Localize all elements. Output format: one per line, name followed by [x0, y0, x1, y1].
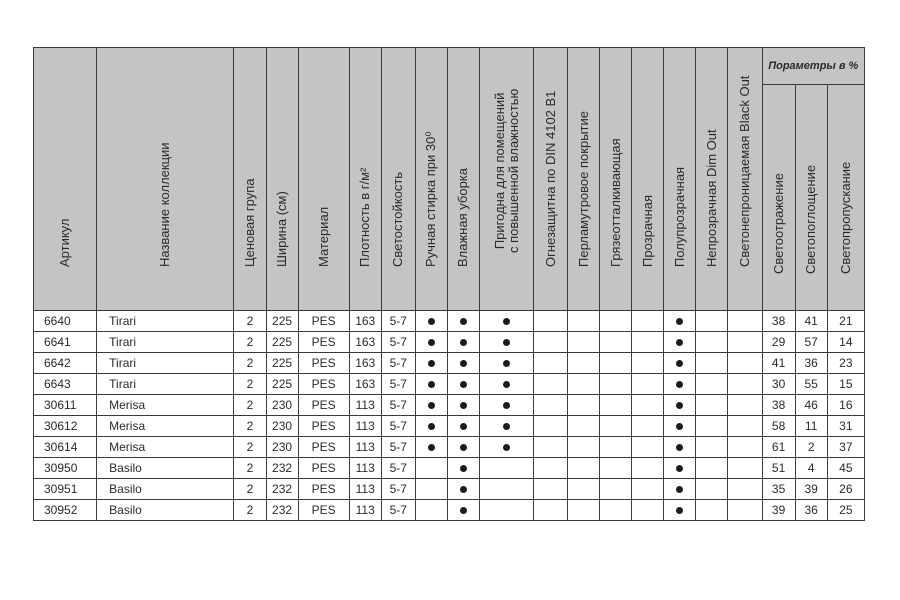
bullet-dot-icon [428, 360, 435, 367]
cell-reflection: 29 [762, 332, 795, 353]
cell-density: 163 [349, 353, 381, 374]
cell-price-group: 2 [234, 500, 266, 521]
cell-fire-protection [534, 458, 568, 479]
cell-wet-clean [447, 437, 479, 458]
cell-dim-out [696, 311, 728, 332]
cell-density: 163 [349, 332, 381, 353]
cell-black-out [728, 500, 762, 521]
bullet-dot-icon [428, 318, 435, 325]
bullet-dot-icon [503, 402, 510, 409]
cell-collection: Tirari [97, 332, 234, 353]
cell-wet-clean [447, 353, 479, 374]
cell-transmission: 26 [827, 479, 864, 500]
bullet-dot-icon [503, 339, 510, 346]
bullet-dot-icon [676, 339, 683, 346]
bullet-dot-icon [676, 486, 683, 493]
bullet-dot-icon [428, 381, 435, 388]
bullet-dot-icon [460, 423, 467, 430]
cell-hand-wash [415, 332, 447, 353]
cell-price-group: 2 [234, 353, 266, 374]
cell-density: 163 [349, 374, 381, 395]
cell-absorption: 46 [795, 395, 827, 416]
cell-hand-wash [415, 311, 447, 332]
cell-collection: Merisa [97, 395, 234, 416]
header-price-group: Ценовая група [234, 48, 266, 311]
cell-transmission: 37 [827, 437, 864, 458]
header-semi-transparent: Полупрозрачная [664, 48, 696, 311]
table-row [34, 332, 865, 353]
header-hand-wash: Ручная стирка при 30⁰ [415, 48, 447, 311]
cell-transmission: 45 [827, 458, 864, 479]
cell-semi-transparent [664, 479, 696, 500]
cell-reflection: 58 [762, 416, 795, 437]
cell-hand-wash [415, 458, 447, 479]
header-dim-out: Непрозрачная Dim Out [696, 48, 728, 311]
bullet-dot-icon [460, 465, 467, 472]
product-spec-table [33, 47, 865, 521]
cell-lightfastness: 5-7 [381, 374, 415, 395]
bullet-dot-icon [460, 486, 467, 493]
cell-reflection: 61 [762, 437, 795, 458]
cell-humid-rooms [479, 500, 533, 521]
cell-material: PES [298, 479, 349, 500]
bullet-dot-icon [428, 423, 435, 430]
cell-pearl-coating [568, 332, 600, 353]
cell-transparent [632, 353, 664, 374]
bullet-dot-icon [428, 444, 435, 451]
cell-transparent [632, 416, 664, 437]
cell-reflection: 39 [762, 500, 795, 521]
cell-hand-wash [415, 479, 447, 500]
cell-fire-protection [534, 416, 568, 437]
cell-collection: Basilo [97, 458, 234, 479]
cell-hand-wash [415, 416, 447, 437]
cell-price-group: 2 [234, 458, 266, 479]
cell-lightfastness: 5-7 [381, 353, 415, 374]
cell-transmission: 23 [827, 353, 864, 374]
cell-semi-transparent [664, 416, 696, 437]
cell-dim-out [696, 437, 728, 458]
cell-width: 232 [266, 458, 298, 479]
cell-lightfastness: 5-7 [381, 332, 415, 353]
cell-pearl-coating [568, 500, 600, 521]
cell-wet-clean [447, 332, 479, 353]
cell-article: 6642 [34, 353, 97, 374]
cell-absorption: 11 [795, 416, 827, 437]
cell-material: PES [298, 311, 349, 332]
cell-wet-clean [447, 395, 479, 416]
cell-transmission: 16 [827, 395, 864, 416]
cell-transparent [632, 395, 664, 416]
cell-lightfastness: 5-7 [381, 416, 415, 437]
cell-dirt-repellent [600, 353, 632, 374]
cell-dim-out [696, 416, 728, 437]
cell-dim-out [696, 353, 728, 374]
cell-width: 225 [266, 353, 298, 374]
cell-humid-rooms [479, 353, 533, 374]
cell-collection: Merisa [97, 437, 234, 458]
cell-reflection: 30 [762, 374, 795, 395]
cell-density: 163 [349, 311, 381, 332]
cell-semi-transparent [664, 395, 696, 416]
cell-material: PES [298, 458, 349, 479]
cell-material: PES [298, 500, 349, 521]
cell-dim-out [696, 374, 728, 395]
bullet-dot-icon [503, 360, 510, 367]
table-row [34, 416, 865, 437]
cell-semi-transparent [664, 374, 696, 395]
cell-black-out [728, 458, 762, 479]
header-black-out: Светонепроницаемая Black Out [728, 48, 762, 311]
cell-lightfastness: 5-7 [381, 479, 415, 500]
cell-transparent [632, 479, 664, 500]
cell-lightfastness: 5-7 [381, 500, 415, 521]
cell-pearl-coating [568, 353, 600, 374]
cell-absorption: 39 [795, 479, 827, 500]
cell-hand-wash [415, 437, 447, 458]
cell-black-out [728, 395, 762, 416]
cell-black-out [728, 479, 762, 500]
cell-pearl-coating [568, 437, 600, 458]
bullet-dot-icon [503, 381, 510, 388]
cell-black-out [728, 311, 762, 332]
cell-collection: Tirari [97, 353, 234, 374]
cell-width: 230 [266, 416, 298, 437]
bullet-dot-icon [676, 423, 683, 430]
cell-absorption: 4 [795, 458, 827, 479]
header-humid-rooms: Пригодна для помещений с повышенной влажностью [479, 48, 533, 311]
bullet-dot-icon [428, 402, 435, 409]
cell-price-group: 2 [234, 437, 266, 458]
cell-price-group: 2 [234, 416, 266, 437]
cell-humid-rooms [479, 416, 533, 437]
cell-transmission: 31 [827, 416, 864, 437]
bullet-dot-icon [503, 444, 510, 451]
cell-transmission: 14 [827, 332, 864, 353]
cell-fire-protection [534, 437, 568, 458]
cell-semi-transparent [664, 437, 696, 458]
cell-reflection: 35 [762, 479, 795, 500]
cell-price-group: 2 [234, 395, 266, 416]
cell-humid-rooms [479, 437, 533, 458]
cell-article: 30950 [34, 458, 97, 479]
cell-lightfastness: 5-7 [381, 311, 415, 332]
cell-lightfastness: 5-7 [381, 437, 415, 458]
bullet-dot-icon [676, 360, 683, 367]
cell-width: 230 [266, 395, 298, 416]
cell-density: 113 [349, 500, 381, 521]
cell-black-out [728, 332, 762, 353]
cell-black-out [728, 416, 762, 437]
cell-article: 6641 [34, 332, 97, 353]
header-fire-protection: Огнезащитна по DIN 4102 B1 [534, 48, 568, 311]
cell-humid-rooms [479, 374, 533, 395]
cell-hand-wash [415, 395, 447, 416]
cell-reflection: 38 [762, 311, 795, 332]
cell-article: 6640 [34, 311, 97, 332]
cell-density: 113 [349, 395, 381, 416]
cell-width: 232 [266, 479, 298, 500]
header-density: Плотность в г/м² [349, 48, 381, 311]
header-pearl-coating: Перламутровое покрытие [568, 48, 600, 311]
cell-collection: Basilo [97, 479, 234, 500]
cell-reflection: 38 [762, 395, 795, 416]
cell-transparent [632, 311, 664, 332]
cell-collection: Tirari [97, 374, 234, 395]
cell-density: 113 [349, 458, 381, 479]
cell-width: 230 [266, 437, 298, 458]
cell-dirt-repellent [600, 437, 632, 458]
cell-pearl-coating [568, 374, 600, 395]
cell-transmission: 25 [827, 500, 864, 521]
table-row [34, 500, 865, 521]
cell-pearl-coating [568, 311, 600, 332]
cell-hand-wash [415, 353, 447, 374]
cell-price-group: 2 [234, 374, 266, 395]
cell-collection: Tirari [97, 311, 234, 332]
cell-transparent [632, 437, 664, 458]
bullet-dot-icon [676, 465, 683, 472]
cell-dim-out [696, 332, 728, 353]
bullet-dot-icon [676, 507, 683, 514]
cell-dirt-repellent [600, 374, 632, 395]
cell-transmission: 15 [827, 374, 864, 395]
cell-collection: Basilo [97, 500, 234, 521]
cell-wet-clean [447, 311, 479, 332]
cell-collection: Merisa [97, 416, 234, 437]
cell-dirt-repellent [600, 479, 632, 500]
cell-fire-protection [534, 500, 568, 521]
table-row [34, 458, 865, 479]
cell-humid-rooms [479, 332, 533, 353]
cell-dirt-repellent [600, 395, 632, 416]
cell-fire-protection [534, 353, 568, 374]
cell-absorption: 55 [795, 374, 827, 395]
cell-fire-protection [534, 374, 568, 395]
cell-wet-clean [447, 500, 479, 521]
cell-humid-rooms [479, 458, 533, 479]
cell-hand-wash [415, 374, 447, 395]
cell-humid-rooms [479, 311, 533, 332]
cell-semi-transparent [664, 332, 696, 353]
bullet-dot-icon [460, 444, 467, 451]
cell-article: 6643 [34, 374, 97, 395]
header-article: Артикул [34, 48, 97, 311]
cell-material: PES [298, 353, 349, 374]
cell-wet-clean [447, 458, 479, 479]
bullet-dot-icon [460, 360, 467, 367]
cell-pearl-coating [568, 479, 600, 500]
cell-wet-clean [447, 416, 479, 437]
header-absorption: Светопоглощение [795, 85, 827, 311]
cell-fire-protection [534, 395, 568, 416]
cell-humid-rooms [479, 395, 533, 416]
header-transparent: Прозрачная [632, 48, 664, 311]
table-row [34, 374, 865, 395]
cell-pearl-coating [568, 395, 600, 416]
cell-pearl-coating [568, 416, 600, 437]
header-reflection: Светоотражение [762, 85, 795, 311]
cell-semi-transparent [664, 311, 696, 332]
cell-dim-out [696, 500, 728, 521]
cell-width: 225 [266, 332, 298, 353]
table-row [34, 311, 865, 332]
cell-material: PES [298, 416, 349, 437]
bullet-dot-icon [676, 381, 683, 388]
cell-material: PES [298, 437, 349, 458]
cell-dim-out [696, 479, 728, 500]
cell-pearl-coating [568, 458, 600, 479]
cell-black-out [728, 437, 762, 458]
cell-fire-protection [534, 311, 568, 332]
cell-black-out [728, 353, 762, 374]
cell-price-group: 2 [234, 311, 266, 332]
header-transmission: Светопропускание [827, 85, 864, 311]
bullet-dot-icon [460, 381, 467, 388]
header-lightfastness: Светостойкость [381, 48, 415, 311]
cell-width: 232 [266, 500, 298, 521]
cell-dim-out [696, 395, 728, 416]
cell-absorption: 41 [795, 311, 827, 332]
cell-lightfastness: 5-7 [381, 395, 415, 416]
cell-absorption: 36 [795, 500, 827, 521]
header-dirt-repellent: Грязеотталкивающая [600, 48, 632, 311]
cell-density: 113 [349, 416, 381, 437]
cell-semi-transparent [664, 500, 696, 521]
cell-transparent [632, 374, 664, 395]
cell-transmission: 21 [827, 311, 864, 332]
cell-dim-out [696, 458, 728, 479]
bullet-dot-icon [676, 444, 683, 451]
cell-reflection: 51 [762, 458, 795, 479]
table-body [34, 311, 865, 521]
cell-article: 30952 [34, 500, 97, 521]
cell-density: 113 [349, 437, 381, 458]
bullet-dot-icon [676, 318, 683, 325]
cell-density: 113 [349, 479, 381, 500]
bullet-dot-icon [460, 339, 467, 346]
cell-absorption: 2 [795, 437, 827, 458]
table-row [34, 353, 865, 374]
cell-transparent [632, 332, 664, 353]
cell-reflection: 41 [762, 353, 795, 374]
cell-absorption: 57 [795, 332, 827, 353]
cell-dirt-repellent [600, 500, 632, 521]
bullet-dot-icon [503, 423, 510, 430]
cell-transparent [632, 500, 664, 521]
cell-article: 30614 [34, 437, 97, 458]
cell-dirt-repellent [600, 416, 632, 437]
cell-width: 225 [266, 311, 298, 332]
table-row [34, 479, 865, 500]
bullet-dot-icon [503, 318, 510, 325]
bullet-dot-icon [428, 339, 435, 346]
cell-absorption: 36 [795, 353, 827, 374]
table-row [34, 395, 865, 416]
cell-article: 30612 [34, 416, 97, 437]
cell-transparent [632, 458, 664, 479]
header-material: Материал [298, 48, 349, 311]
cell-fire-protection [534, 479, 568, 500]
bullet-dot-icon [676, 402, 683, 409]
cell-price-group: 2 [234, 332, 266, 353]
header-wet-clean: Влажная уборка [447, 48, 479, 311]
header-params-group: Пораметры в % [762, 48, 864, 85]
cell-dirt-repellent [600, 332, 632, 353]
bullet-dot-icon [460, 507, 467, 514]
cell-material: PES [298, 332, 349, 353]
cell-material: PES [298, 374, 349, 395]
cell-wet-clean [447, 374, 479, 395]
cell-semi-transparent [664, 353, 696, 374]
bullet-dot-icon [460, 402, 467, 409]
cell-material: PES [298, 395, 349, 416]
cell-article: 30611 [34, 395, 97, 416]
bullet-dot-icon [460, 318, 467, 325]
header-width: Ширина (см) [266, 48, 298, 311]
cell-dirt-repellent [600, 311, 632, 332]
cell-humid-rooms [479, 479, 533, 500]
cell-price-group: 2 [234, 479, 266, 500]
cell-article: 30951 [34, 479, 97, 500]
cell-lightfastness: 5-7 [381, 458, 415, 479]
cell-dirt-repellent [600, 458, 632, 479]
cell-hand-wash [415, 500, 447, 521]
cell-fire-protection [534, 332, 568, 353]
header-collection: Название коллекции [97, 48, 234, 311]
table-row [34, 437, 865, 458]
cell-width: 225 [266, 374, 298, 395]
cell-semi-transparent [664, 458, 696, 479]
cell-wet-clean [447, 479, 479, 500]
cell-black-out [728, 374, 762, 395]
